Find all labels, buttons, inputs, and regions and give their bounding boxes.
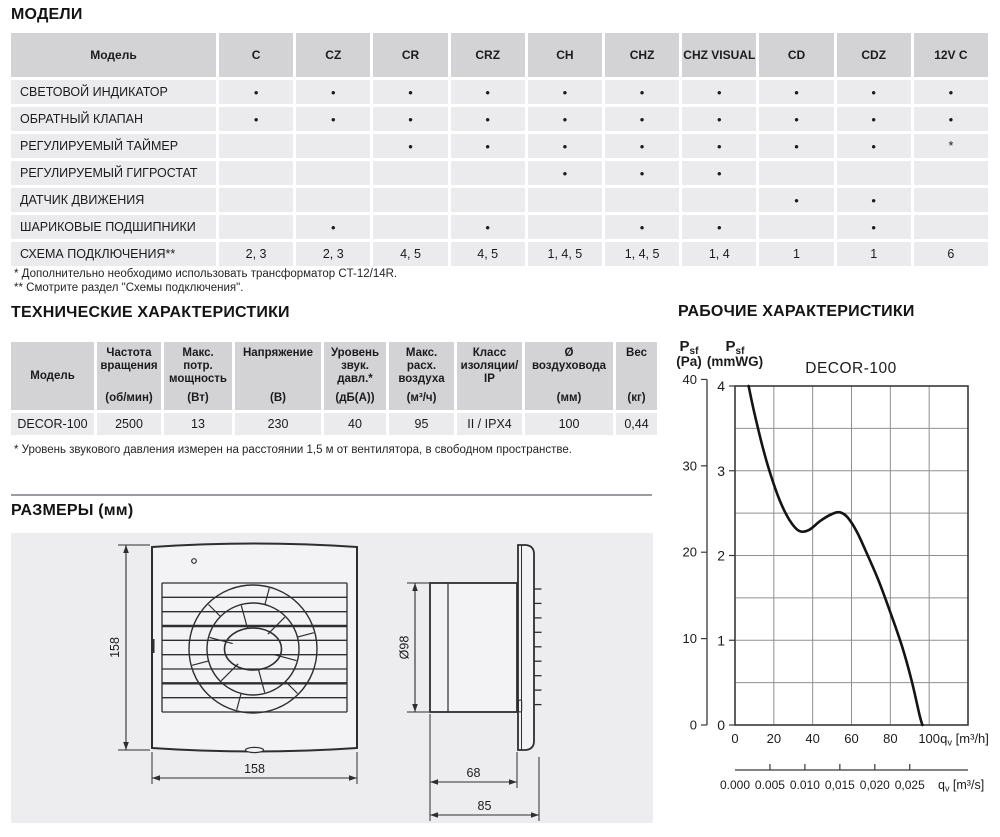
feature-cell: 6 — [914, 242, 988, 266]
feature-cell — [451, 188, 525, 212]
tech-col-header — [97, 342, 161, 410]
feature-cell — [219, 161, 293, 185]
x-axis-unit-label: qv [m³/h] — [940, 731, 989, 748]
models-col-header-chz-visual: CHZ VISUAL — [682, 33, 756, 77]
performance-chart — [655, 333, 1000, 813]
feature-cell: • — [451, 80, 525, 104]
feature-cell: • — [451, 215, 525, 239]
tech-col-header — [389, 342, 454, 410]
pa-tick-label: 0 — [689, 717, 697, 733]
front-face-outline — [152, 544, 357, 752]
feature-cell: 1 — [837, 242, 911, 266]
feature-cell: • — [219, 80, 293, 104]
tech-col-unit: (мм) — [556, 392, 582, 404]
tech-value: 230 — [235, 413, 321, 435]
tech-col-unit: (кг) — [627, 392, 646, 404]
x2-tick-label: 0.010 — [789, 778, 820, 792]
slat-edges — [535, 589, 542, 705]
tech-value: 0,44 — [616, 413, 657, 435]
mmwg-tick-label: 2 — [717, 547, 725, 564]
feature-cell: • — [759, 188, 833, 212]
feature-cell: • — [373, 80, 447, 104]
feature-row-label: ОБРАТНЫЙ КЛАПАН — [11, 107, 216, 131]
dim-total-depth: 85 — [477, 799, 492, 813]
models-col-header-c: C — [219, 33, 293, 77]
tech-col-name: Класс изоляции/ IP — [460, 347, 519, 385]
models-col-header-ch: CH — [528, 33, 602, 77]
tech-col-header — [11, 342, 94, 410]
x-tick-label: 60 — [844, 731, 859, 746]
mmwg-tick-label: 0 — [717, 717, 725, 733]
tech-col-name: Напряжение — [242, 347, 314, 359]
tech-col-name: Вес — [626, 347, 647, 359]
mmwg-tick-label: 3 — [717, 462, 725, 479]
x2-tick-label: 0,025 — [894, 778, 925, 792]
feature-cell: 4, 5 — [451, 242, 525, 266]
x2-tick-label: 0,015 — [824, 778, 855, 792]
feature-cell: • — [296, 215, 370, 239]
front-panel-side — [518, 545, 534, 750]
feature-row-label: СВЕТОВОЙ ИНДИКАТОР — [11, 80, 216, 104]
duct-spigot — [430, 583, 517, 712]
tech-col-name: Частота вращения — [100, 347, 158, 372]
x2-tick-label: 0.000 — [719, 778, 751, 792]
feature-cell: • — [682, 107, 756, 131]
tech-value: 2500 — [97, 413, 161, 435]
feature-cell — [219, 188, 293, 212]
x-tick-label: 20 — [766, 731, 782, 746]
pa-tick-label: 10 — [682, 631, 697, 647]
feature-cell: • — [451, 107, 525, 131]
models-col-header-cdz: CDZ — [837, 33, 911, 77]
models-col-header-12v-c: 12V C — [914, 33, 988, 77]
models-col-header-cd: CD — [759, 33, 833, 77]
feature-row-label: ДАТЧИК ДВИЖЕНИЯ — [11, 188, 216, 212]
feature-cell: • — [528, 161, 602, 185]
feature-cell — [528, 188, 602, 212]
tech-col-unit: (об/мин) — [105, 392, 153, 404]
tech-col-header — [525, 342, 613, 410]
models-table-corner-header: Модель — [11, 33, 216, 77]
feature-cell: • — [528, 80, 602, 104]
fan-side-view — [430, 545, 542, 750]
x-tick-label: 80 — [883, 731, 898, 746]
feature-cell — [219, 215, 293, 239]
feature-cell: 4, 5 — [373, 242, 447, 266]
feature-cell — [219, 134, 293, 158]
models-table — [11, 33, 988, 266]
feature-cell: • — [605, 161, 679, 185]
x-tick-label: 0 — [731, 731, 739, 746]
dimensions-drawing — [11, 533, 653, 823]
feature-cell — [914, 188, 988, 212]
feature-cell: • — [682, 161, 756, 185]
feature-cell: 1, 4, 5 — [528, 242, 602, 266]
feature-cell: • — [605, 107, 679, 131]
feature-cell: 2, 3 — [296, 242, 370, 266]
feature-cell: • — [605, 134, 679, 158]
feature-cell: 1, 4, 5 — [605, 242, 679, 266]
feature-cell — [914, 161, 988, 185]
x-tick-label: 40 — [805, 731, 820, 746]
feature-cell: • — [682, 134, 756, 158]
pa-tick-label: 30 — [682, 458, 697, 474]
tech-col-header — [235, 342, 321, 410]
tech-footnote: * Уровень звукового давления измерен на расстоянии 1,5 м от вентилятора, в свободном пространстве. — [14, 444, 572, 456]
feature-cell: • — [605, 215, 679, 239]
chart-title: DECOR-100 — [805, 360, 897, 377]
tech-col-header — [457, 342, 522, 410]
feature-cell: • — [528, 134, 602, 158]
feature-row-label: СХЕМА ПОДКЛЮЧЕНИЯ** — [11, 242, 216, 266]
tech-value: DECOR-100 — [11, 413, 94, 435]
tech-value: II / IPX4 — [457, 413, 522, 435]
x-tick-label: 100 — [918, 731, 941, 746]
tech-col-name: Ø воздуховода — [531, 347, 607, 372]
feature-cell: • — [451, 134, 525, 158]
feature-row-label: РЕГУЛИРУЕМЫЙ ГИГРОСТАТ — [11, 161, 216, 185]
y-axis-pa-label-unit: (Pa) — [676, 354, 702, 369]
feature-cell: • — [914, 107, 988, 131]
feature-cell — [296, 188, 370, 212]
feature-cell — [914, 215, 988, 239]
tech-col-name: Макс. потр. мощность — [169, 347, 227, 385]
feature-cell — [373, 161, 447, 185]
dim-duct-diameter: Ø98 — [397, 635, 412, 660]
tech-value: 40 — [324, 413, 386, 435]
tech-col-header — [324, 342, 386, 410]
section-title-dimensions: РАЗМЕРЫ (мм) — [11, 502, 134, 519]
pa-tick-label: 20 — [682, 544, 697, 560]
dim-front-height: 158 — [108, 637, 122, 658]
section-title-performance: РАБОЧИЕ ХАРАКТЕРИСТИКИ — [678, 303, 915, 320]
y-axis-pa-label: $P_{sf}$ — [679, 338, 699, 357]
y-axis-mmwg-label-unit: (mmWG) — [706, 354, 764, 369]
feature-cell: • — [759, 134, 833, 158]
feature-cell — [296, 134, 370, 158]
bottom-notch — [246, 747, 264, 752]
feature-cell — [296, 161, 370, 185]
feature-cell — [837, 161, 911, 185]
feature-cell: 2, 3 — [219, 242, 293, 266]
feature-cell — [759, 161, 833, 185]
tech-specs-table — [11, 342, 657, 435]
feature-cell: • — [759, 80, 833, 104]
tech-col-unit: (дБ(А)) — [335, 392, 375, 404]
feature-cell: • — [682, 80, 756, 104]
pa-tick-label: 40 — [682, 371, 697, 387]
feature-cell: • — [373, 134, 447, 158]
tech-col-header — [164, 342, 232, 410]
models-col-header-chz: CHZ — [605, 33, 679, 77]
feature-cell — [682, 188, 756, 212]
feature-cell: 1 — [759, 242, 833, 266]
mmwg-tick-label: 1 — [717, 632, 725, 649]
feature-cell: • — [837, 134, 911, 158]
feature-row-label: ШАРИКОВЫЕ ПОДШИПНИКИ — [11, 215, 216, 239]
feature-cell: • — [605, 80, 679, 104]
feature-cell: • — [837, 80, 911, 104]
section-title-tech: ТЕХНИЧЕСКИЕ ХАРАКТЕРИСТИКИ — [11, 304, 290, 321]
models-col-header-cz: CZ — [296, 33, 370, 77]
feature-cell: • — [373, 107, 447, 131]
feature-cell: • — [914, 80, 988, 104]
feature-cell: • — [759, 107, 833, 131]
feature-cell — [451, 161, 525, 185]
tech-col-unit: (м³/ч) — [406, 392, 437, 404]
feature-cell — [759, 215, 833, 239]
section-title-models: МОДЕЛИ — [11, 6, 83, 23]
models-footnote-wiring: ** Смотрите раздел "Схемы подключения". — [14, 282, 244, 294]
mmwg-tick-label: 4 — [717, 378, 725, 394]
feature-cell: • — [837, 107, 911, 131]
tech-col-name: Уровень звук. давл.* — [330, 347, 380, 385]
tech-col-unit: (В) — [270, 392, 286, 404]
feature-cell: • — [682, 215, 756, 239]
feature-cell — [373, 188, 447, 212]
feature-cell: • — [528, 107, 602, 131]
models-footnotes — [14, 267, 397, 295]
feature-cell: • — [296, 80, 370, 104]
tech-value: 13 — [164, 413, 232, 435]
x2-axis-unit-label: $q_v$ [m³/s] — [938, 778, 985, 794]
tech-value: 95 — [389, 413, 454, 435]
feature-cell: * — [914, 134, 988, 158]
section-divider — [11, 494, 652, 496]
fan-front-view — [152, 544, 357, 753]
feature-cell: 1, 4 — [682, 242, 756, 266]
dimensions-drawing-panel — [11, 533, 653, 823]
feature-cell: • — [837, 188, 911, 212]
feature-cell — [528, 215, 602, 239]
tech-col-header — [616, 342, 657, 410]
models-col-header-cr: CR — [373, 33, 447, 77]
x2-tick-label: 0.005 — [754, 778, 785, 792]
feature-row-label: РЕГУЛИРУЕМЫЙ ТАЙМЕР — [11, 134, 216, 158]
feature-cell — [373, 215, 447, 239]
tech-col-unit: (Вт) — [187, 392, 209, 404]
dim-duct-depth: 68 — [466, 766, 481, 780]
tech-value: 100 — [525, 413, 613, 435]
dim-front-width: 158 — [244, 762, 265, 776]
feature-cell: • — [296, 107, 370, 131]
tech-col-name: Модель — [30, 369, 75, 382]
models-col-header-crz: CRZ — [451, 33, 525, 77]
x2-tick-label: 0,020 — [859, 778, 890, 792]
models-footnote-transformer: * Дополнительно необходимо использовать трансформатор CT-12/14R. — [14, 268, 398, 280]
y-axis-mmwg-label: $P_{sf}$ — [725, 338, 745, 357]
feature-cell: • — [219, 107, 293, 131]
feature-cell — [605, 188, 679, 212]
feature-cell: • — [837, 215, 911, 239]
tech-col-name: Макс. расх. воздуха — [398, 347, 445, 385]
